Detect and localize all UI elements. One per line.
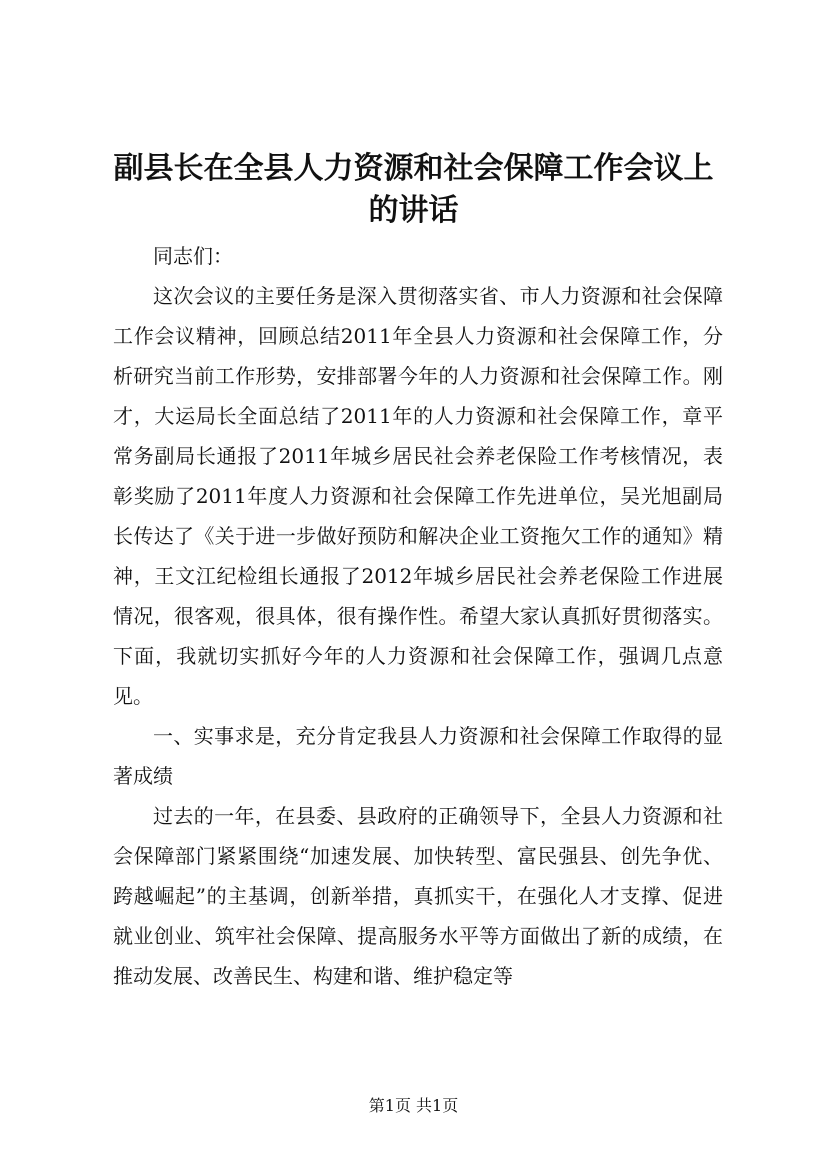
title-line-2: 的讲话 xyxy=(368,193,459,228)
document-body xyxy=(113,236,723,996)
intro-paragraph: 这次会议的主要任务是深入贯彻落实省、市人力资源和社会保障工作会议精神，回顾总结2011年全县人力资源和社会保障工作，分析研究当前工作形势，安排部署今年的人力资源和社会保障工作。刚才，大运局长全面总结了2011年的人力资源和社会保障工作，章平常务副局长通报了2011年城乡居民社会养老保险工作考核情况，表彰奖励了2011年度人力资源和社会保障工作先进单位，吴光旭副局长传达了《关于进一步做好预防和解决企业工资拖欠工作的通知》精神，王文江纪检组长通报了2012年城乡居民社会养老保险工作进展情况，很客观，很具体，很有操作性。希望大家认真抓好贯彻落实。下面，我就切实抓好今年的人力资源和社会保障工作，强调几点意见。 xyxy=(113,284,723,708)
achievements-paragraph: 过去的一年，在县委、县政府的正确领导下，全县人力资源和社会保障部门紧紧围绕“加速发展、加快转型、富民强县、创先争优、跨越崛起”的主基调，创新举措，真抓实干，在强化人才支撑、促进就业创业、筑牢社会保障、提高服务水平等方面做出了新的成绩，在推动发展、改善民生、构建和谐、维护稳定等 xyxy=(113,804,723,988)
section-heading: 一、实事求是，充分肯定我县人力资源和社会保障工作取得的显著成绩 xyxy=(113,724,723,788)
page-footer: 第1页 共1页 xyxy=(368,1096,459,1115)
page-title xyxy=(96,148,731,232)
salutation-paragraph: 同志们： xyxy=(153,244,233,268)
title-line-1: 副县长在全县人力资源和社会保障工作会议上 xyxy=(113,151,714,186)
